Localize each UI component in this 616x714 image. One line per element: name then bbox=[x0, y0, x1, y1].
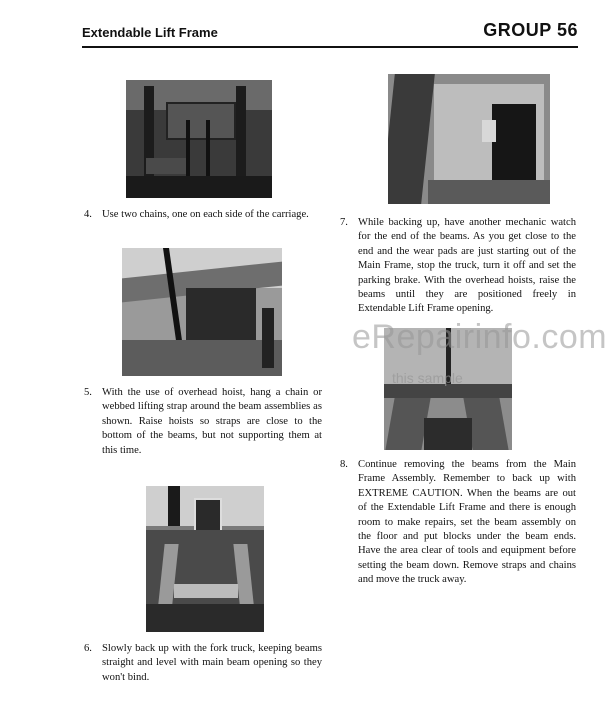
page-header bbox=[82, 22, 578, 48]
step-text: Use two chains, one on each side of the carriage. bbox=[102, 209, 309, 220]
photo-chains-carriage bbox=[126, 80, 272, 198]
photo-fork-truck bbox=[146, 486, 264, 632]
watermark-text: eRepairinfo.com bbox=[352, 318, 608, 356]
step-text: While backing up, have another mechanic watch for the end of the beams. As you get close to the end and the wear pads are just starting out of the Main Frame, stop the truck, turn it off and set the parking brake. With the overhead hoists, raise the beams until they are positioned freely in Extendable Lift Frame opening. bbox=[358, 217, 576, 315]
photo-hoist-strap bbox=[122, 248, 282, 376]
photo-beam-opening bbox=[388, 74, 550, 204]
photo-beams-hoisted bbox=[384, 328, 512, 450]
step-6 bbox=[84, 642, 322, 685]
step-number: 6. bbox=[84, 643, 92, 654]
group-number: GROUP 56 bbox=[483, 20, 578, 40]
step-4 bbox=[84, 208, 330, 222]
step-number: 5. bbox=[84, 387, 92, 398]
section-title: Extendable Lift Frame bbox=[82, 25, 218, 40]
step-number: 8. bbox=[340, 459, 348, 470]
step-5 bbox=[84, 386, 322, 458]
step-text: Slowly back up with the fork truck, keeping beams straight and level with main beam opening so they won't bind. bbox=[102, 643, 322, 683]
step-7 bbox=[340, 216, 576, 317]
step-text: Continue removing the beams from the Main Frame Assembly. Remember to back up with EXTREME CAUTION. When the beams are out of the Extendable Lift Frame and there is enough room to make repairs, set the beam assembly on the floor and put blocks under the beam ends. Have the area clear of tools and equipment before setting the beam down. Remove straps and chains and move the truck away. bbox=[358, 459, 576, 586]
step-number: 7. bbox=[340, 217, 348, 228]
step-number: 4. bbox=[84, 209, 92, 220]
watermark-subtext: this sample bbox=[392, 370, 463, 386]
step-8 bbox=[340, 458, 576, 588]
step-text: With the use of overhead hoist, hang a chain or webbed lifting strap around the beam assemblies as shown. Raise hoists so straps are close to the bottom of the beams, but not supporting them at this time. bbox=[102, 387, 322, 456]
